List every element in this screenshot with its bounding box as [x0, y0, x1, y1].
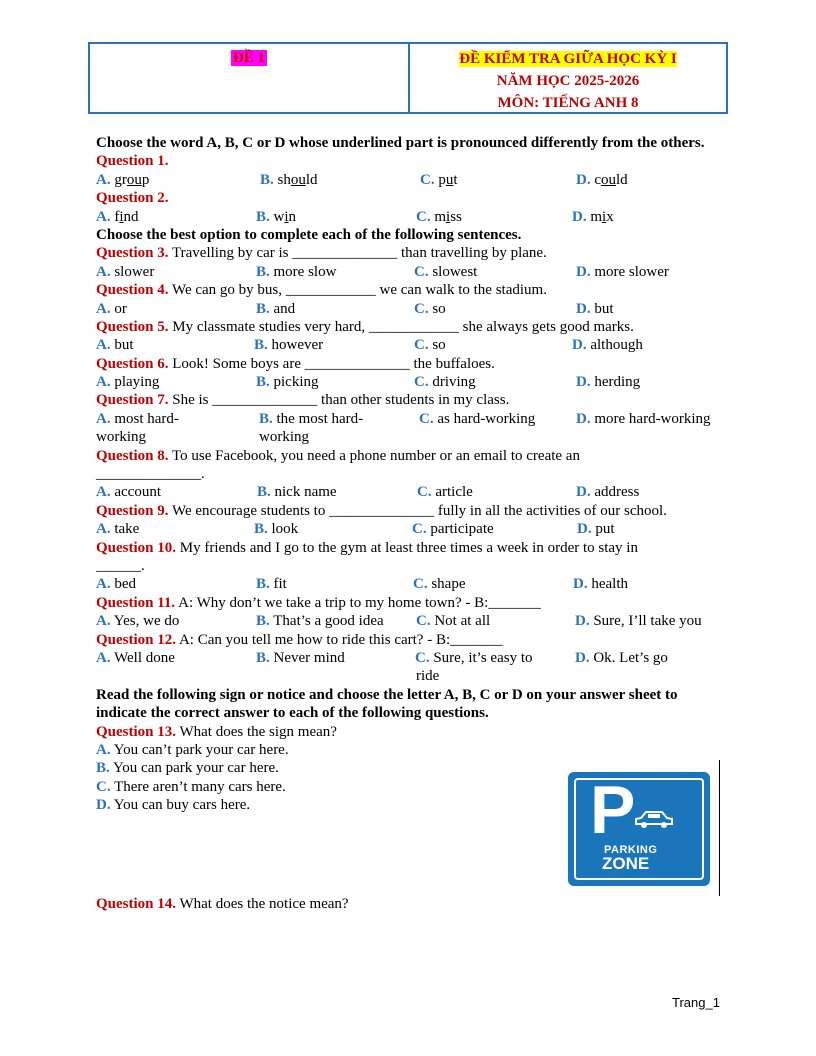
option-c[interactable]: C. miss	[416, 208, 462, 225]
option-d[interactable]: D. more hard-working	[576, 410, 711, 427]
subject: MÔN: TIẾNG ANH 8	[497, 95, 639, 111]
option-b[interactable]: B. and	[256, 300, 296, 317]
question-10: Question 10. My friends and I go to the gym at least three times a week in order to stay in	[96, 539, 638, 556]
question-4: Question 4. We can go by bus, ____________ we can walk to the stadium.	[96, 282, 547, 299]
parking-p-letter: P	[590, 772, 636, 848]
option-b[interactable]: B. That’s a good idea	[256, 613, 384, 630]
option-a-cont: working	[96, 429, 146, 446]
section3-instruction: Read the following sign or notice and choose the letter A, B, C or D on your answer sheet to indicate the correct answer to each of the following questions.	[96, 686, 678, 722]
option-b[interactable]: B. however	[254, 337, 324, 354]
option-b[interactable]: B. fit	[256, 576, 287, 593]
option-d[interactable]: D. although	[572, 337, 643, 354]
image-divider	[719, 760, 720, 896]
question-7-options	[96, 410, 726, 428]
exam-code-badge: ĐỀ 1	[232, 50, 266, 66]
option-b[interactable]: B. Never mind	[256, 649, 345, 666]
option-a[interactable]: A. but	[96, 337, 134, 354]
question-10-options	[96, 575, 726, 593]
sign-zone-text: ZONE	[602, 854, 650, 873]
option-d[interactable]: D. more slower	[576, 263, 669, 280]
section2-instruction: Choose the best option to complete each of the following sentences.	[96, 226, 522, 243]
question-5: Question 5. My classmate studies very hard, ____________ she always gets good marks.	[96, 318, 634, 335]
question-12-options	[96, 649, 726, 667]
question-8-options	[96, 483, 726, 501]
option-d[interactable]: D. health	[573, 576, 628, 593]
option-a[interactable]: A. slower	[96, 263, 155, 280]
option-c[interactable]: C. so	[414, 337, 446, 354]
option-d[interactable]: D. Ok. Let’s go	[575, 649, 668, 666]
question-9: Question 9. We encourage students to ______________ fully in all the activities of our school.	[96, 502, 667, 519]
question-3: Question 3. Travelling by car is ______________ than travelling by plane.	[96, 245, 547, 262]
question-label: Question 2.	[96, 190, 169, 207]
question-7-options-cont	[96, 428, 726, 446]
option-a[interactable]: A. take	[96, 521, 140, 538]
question-13-option-b[interactable]: B. You can park your car here.	[96, 760, 279, 777]
option-d[interactable]: D. address	[576, 484, 640, 501]
question-6-options	[96, 373, 726, 391]
option-d[interactable]: D. could	[576, 171, 628, 188]
option-b[interactable]: B. should	[260, 171, 318, 188]
sign-parking-text: PARKING	[604, 844, 658, 856]
option-c-cont: ride	[416, 668, 440, 685]
option-a[interactable]: A. group	[96, 171, 150, 188]
option-a[interactable]: A. Yes, we do	[96, 613, 180, 630]
option-b[interactable]: B. picking	[256, 374, 319, 391]
header-left-cell	[90, 44, 410, 112]
question-13-option-d[interactable]: D. You can buy cars here.	[96, 797, 251, 814]
option-c[interactable]: C. shape	[413, 576, 466, 593]
question-3-options	[96, 263, 726, 281]
option-c[interactable]: C. driving	[414, 374, 476, 391]
question-12: Question 12. A: Can you tell me how to ride this cart? - B:_______	[96, 631, 503, 648]
header-table	[88, 42, 728, 114]
option-c[interactable]: C. slowest	[414, 263, 478, 280]
question-8: Question 8. To use Facebook, you need a phone number or an email to create an	[96, 447, 580, 464]
option-a[interactable]: A. or	[96, 300, 127, 317]
option-c[interactable]: C. as hard-working	[419, 410, 536, 427]
option-c[interactable]: C. so	[414, 300, 446, 317]
question-9-options	[96, 520, 726, 538]
parking-sign-image	[568, 772, 710, 886]
option-b-cont: working	[259, 429, 309, 446]
option-d[interactable]: D. mix	[572, 208, 614, 225]
question-13-option-a[interactable]: A. You can’t park your car here.	[96, 741, 289, 758]
question-12-options-cont	[96, 667, 726, 685]
question-4-options	[96, 300, 726, 318]
question-14: Question 14. What does the notice mean?	[96, 896, 349, 912]
option-c[interactable]: C. participate	[412, 521, 494, 538]
option-b[interactable]: B. look	[254, 521, 299, 538]
option-a[interactable]: A. most hard-	[96, 410, 179, 427]
question-label: Question 1.	[96, 153, 169, 170]
option-c[interactable]: C. put	[420, 171, 458, 188]
option-a[interactable]: A. Well done	[96, 649, 175, 666]
option-a[interactable]: A. find	[96, 208, 139, 225]
option-a[interactable]: A. playing	[96, 374, 160, 391]
option-d[interactable]: D. but	[576, 300, 614, 317]
question-8-cont: ______________.	[96, 466, 205, 483]
option-b[interactable]: B. more slow	[256, 263, 337, 280]
question-10-cont: ______.	[96, 558, 145, 574]
section1-instruction: Choose the word A, B, C or D whose underlined part is pronounced differently from the others.	[96, 135, 705, 151]
school-year: NĂM HỌC 2025-2026	[496, 73, 640, 89]
question-13: Question 13. What does the sign mean?	[96, 723, 337, 740]
question-2-options	[96, 208, 726, 226]
question-11-options	[96, 612, 726, 630]
question-7: Question 7. She is ______________ than other students in my class.	[96, 392, 510, 409]
question-5-options	[96, 336, 726, 354]
option-d[interactable]: D. herding	[576, 374, 641, 391]
page-number: Trang_1	[672, 995, 720, 1010]
option-b[interactable]: B. win	[256, 208, 297, 225]
header-right-cell	[410, 44, 726, 112]
exam-content	[96, 134, 726, 815]
option-b[interactable]: B. the most hard-	[259, 410, 364, 427]
option-b[interactable]: B. nick name	[257, 484, 337, 501]
car-icon	[632, 808, 676, 830]
question-6: Question 6. Look! Some boys are ______________ the buffaloes.	[96, 355, 495, 372]
option-a[interactable]: A. account	[96, 484, 161, 501]
exam-title: ĐỀ KIỂM TRA GIỮA HỌC KỲ I	[459, 51, 677, 67]
option-a[interactable]: A. bed	[96, 576, 137, 593]
option-c[interactable]: C. article	[417, 484, 473, 501]
question-1	[96, 152, 726, 170]
question-13-option-c[interactable]: C. There aren’t many cars here.	[96, 778, 286, 795]
option-c[interactable]: C. Sure, it’s easy to	[415, 649, 533, 666]
option-d[interactable]: D. Sure, I’ll take you	[575, 613, 702, 630]
option-c[interactable]: C. Not at all	[416, 613, 491, 630]
question-2	[96, 189, 726, 207]
question-11: Question 11. A: Why don’t we take a trip to my home town? - B:_______	[96, 594, 541, 611]
question-1-options	[96, 171, 726, 189]
option-d[interactable]: D. put	[577, 521, 615, 538]
